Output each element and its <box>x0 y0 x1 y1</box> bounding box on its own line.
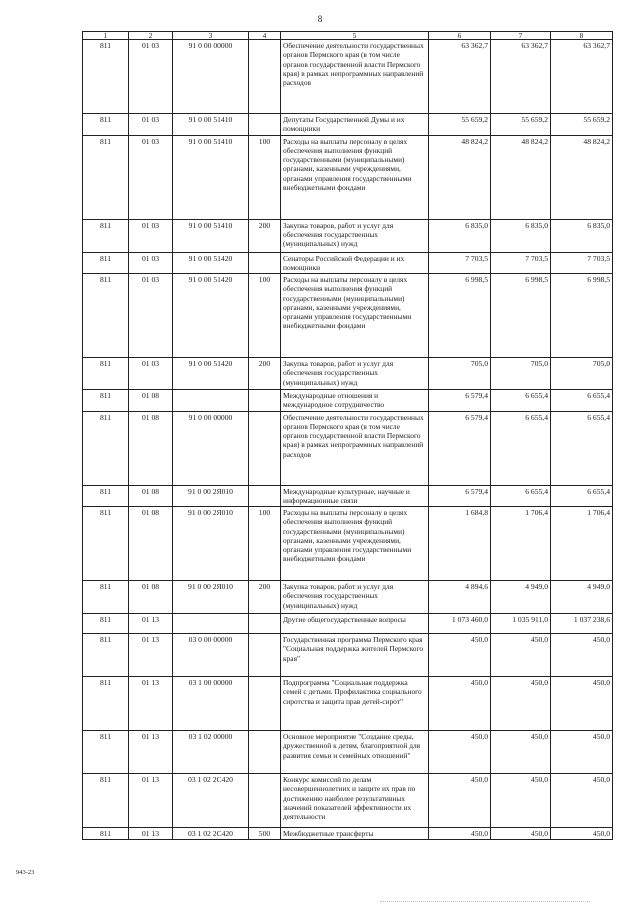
row-value-2026-cell: 4 949,0 <box>551 581 613 614</box>
row-type-cell <box>249 485 281 507</box>
table-row <box>83 485 613 507</box>
row-target-cell: 03 1 02 2С420 <box>173 828 249 840</box>
row-value-2024-cell: 6 835,0 <box>429 219 491 252</box>
table-row <box>83 581 613 614</box>
row-section-cell: 01 13 <box>129 828 173 840</box>
row-code-cell: 811 <box>83 114 129 136</box>
row-value-2024-cell: 705,0 <box>429 358 491 390</box>
row-value-2025-cell: 63 362,7 <box>491 40 551 114</box>
scan-artifact-line <box>380 901 590 903</box>
table-row <box>83 114 613 136</box>
row-value-2026-cell: 450,0 <box>551 828 613 840</box>
row-code-cell: 811 <box>83 274 129 358</box>
row-value-2024-cell: 7 703,5 <box>429 252 491 274</box>
row-code-cell: 811 <box>83 614 129 634</box>
row-code-cell: 811 <box>83 507 129 581</box>
row-value-2025-cell: 450,0 <box>491 677 551 731</box>
footer-code: 943-23 <box>16 869 35 876</box>
row-value-2024-cell: 48 824,2 <box>429 135 491 219</box>
row-value-2026-cell: 705,0 <box>551 358 613 390</box>
row-section-cell: 01 08 <box>129 507 173 581</box>
table-row <box>83 274 613 358</box>
row-target-cell: 91 0 00 51410 <box>173 219 249 252</box>
row-name-cell: Расходы на выплаты персоналу в целях обеспечения выполнения функций государственными (муниципальными) органами, казенными учреждениями, органами управления государственными внебюджетными фондами <box>281 274 429 358</box>
row-type-cell <box>249 114 281 136</box>
row-value-2026-cell: 1 706,4 <box>551 507 613 581</box>
table-row <box>83 358 613 390</box>
row-name-cell: Закупка товаров, работ и услуг для обеспечения государственных (муниципальных) нужд <box>281 358 429 390</box>
row-target-cell: 91 0 00 51420 <box>173 358 249 390</box>
row-name-cell: Расходы на выплаты персоналу в целях обеспечения выполнения функций государственными (муниципальными) органами, казенными учреждениями, органами управления государственными внебюджетными фондами <box>281 135 429 219</box>
row-code-cell: 811 <box>83 731 129 774</box>
row-section-cell: 01 03 <box>129 135 173 219</box>
row-name-cell: Государственная программа Пермского края "Социальная поддержка жителей Пермского края" <box>281 634 429 677</box>
row-type-cell: 200 <box>249 581 281 614</box>
row-value-2026-cell: 450,0 <box>551 774 613 828</box>
row-section-cell: 01 03 <box>129 219 173 252</box>
row-value-2026-cell: 450,0 <box>551 677 613 731</box>
page-number: 8 <box>317 14 323 24</box>
row-value-2025-cell: 55 659,2 <box>491 114 551 136</box>
row-type-cell <box>249 411 281 485</box>
row-value-2024-cell: 450,0 <box>429 634 491 677</box>
row-type-cell <box>249 40 281 114</box>
row-target-cell: 03 1 02 2С420 <box>173 774 249 828</box>
row-value-2026-cell: 48 824,2 <box>551 135 613 219</box>
row-name-cell: Расходы на выплаты персоналу в целях обеспечения выполнения функций государственными (муниципальными) органами, казенными учреждениями, органами управления государственными внебюджетными фондами <box>281 507 429 581</box>
header-cell: 3 <box>173 32 249 40</box>
table-row <box>83 731 613 774</box>
row-value-2024-cell: 450,0 <box>429 731 491 774</box>
row-value-2024-cell: 6 998,5 <box>429 274 491 358</box>
table-row <box>83 614 613 634</box>
row-target-cell <box>173 614 249 634</box>
row-section-cell: 01 13 <box>129 774 173 828</box>
row-value-2026-cell: 1 037 238,6 <box>551 614 613 634</box>
row-value-2024-cell: 6 579,4 <box>429 411 491 485</box>
row-value-2025-cell: 450,0 <box>491 828 551 840</box>
row-section-cell: 01 13 <box>129 677 173 731</box>
row-value-2024-cell: 450,0 <box>429 677 491 731</box>
row-code-cell: 811 <box>83 677 129 731</box>
table-row <box>83 411 613 485</box>
budget-table <box>82 31 613 840</box>
row-name-cell: Закупка товаров, работ и услуг для обеспечения государственных (муниципальных) нужд <box>281 219 429 252</box>
row-target-cell <box>173 390 249 412</box>
row-target-cell: 91 0 00 2Я010 <box>173 485 249 507</box>
row-target-cell: 03 1 02 00000 <box>173 731 249 774</box>
row-type-cell <box>249 731 281 774</box>
row-name-cell: Подпрограмма "Социальная поддержка семей с детьми. Профилактика социального сиротства и защита прав детей-сирот" <box>281 677 429 731</box>
row-code-cell: 811 <box>83 252 129 274</box>
table-row <box>83 677 613 731</box>
row-value-2026-cell: 6 655,4 <box>551 485 613 507</box>
row-name-cell: Депутаты Государственной Думы и их помощники <box>281 114 429 136</box>
row-value-2024-cell: 6 579,4 <box>429 485 491 507</box>
row-section-cell: 01 08 <box>129 411 173 485</box>
row-type-cell: 500 <box>249 828 281 840</box>
row-type-cell <box>249 614 281 634</box>
row-target-cell: 91 0 00 51420 <box>173 274 249 358</box>
row-target-cell: 03 1 00 00000 <box>173 677 249 731</box>
row-type-cell: 100 <box>249 507 281 581</box>
row-code-cell: 811 <box>83 581 129 614</box>
row-section-cell: 01 08 <box>129 581 173 614</box>
row-code-cell: 811 <box>83 634 129 677</box>
row-target-cell: 91 0 00 51410 <box>173 114 249 136</box>
row-value-2024-cell: 1 684,8 <box>429 507 491 581</box>
row-code-cell: 811 <box>83 774 129 828</box>
row-value-2025-cell: 705,0 <box>491 358 551 390</box>
row-value-2026-cell: 55 659,2 <box>551 114 613 136</box>
row-name-cell: Межбюджетные трансферты <box>281 828 429 840</box>
row-type-cell: 200 <box>249 358 281 390</box>
row-value-2026-cell: 6 835,0 <box>551 219 613 252</box>
row-name-cell: Международные отношения и международное сотрудничество <box>281 390 429 412</box>
row-value-2026-cell: 450,0 <box>551 731 613 774</box>
row-type-cell <box>249 677 281 731</box>
row-value-2024-cell: 55 659,2 <box>429 114 491 136</box>
row-section-cell: 01 03 <box>129 358 173 390</box>
row-code-cell: 811 <box>83 40 129 114</box>
header-cell: 6 <box>429 32 491 40</box>
row-section-cell: 01 03 <box>129 274 173 358</box>
row-code-cell: 811 <box>83 828 129 840</box>
row-name-cell: Основное мероприятие "Создание среды, дружественной к детям, благоприятной для развития семьи и семейных отношений" <box>281 731 429 774</box>
row-section-cell: 01 08 <box>129 485 173 507</box>
row-value-2024-cell: 1 073 460,0 <box>429 614 491 634</box>
table-row <box>83 40 613 114</box>
row-name-cell: Закупка товаров, работ и услуг для обеспечения государственных (муниципальных) нужд <box>281 581 429 614</box>
header-cell: 2 <box>129 32 173 40</box>
row-type-cell <box>249 390 281 412</box>
row-target-cell: 91 0 00 00000 <box>173 40 249 114</box>
header-cell: 8 <box>551 32 613 40</box>
table-row <box>83 774 613 828</box>
table-row <box>83 252 613 274</box>
table-row <box>83 219 613 252</box>
table-row <box>83 828 613 840</box>
row-section-cell: 01 03 <box>129 114 173 136</box>
row-value-2024-cell: 4 894,6 <box>429 581 491 614</box>
row-value-2024-cell: 450,0 <box>429 774 491 828</box>
row-name-cell: Обеспечение деятельности государственных органов Пермского края (в том числе органов государственной власти Пермского края) в рамках непрограммных направлений расходов <box>281 40 429 114</box>
row-section-cell: 01 13 <box>129 731 173 774</box>
row-value-2025-cell: 450,0 <box>491 774 551 828</box>
row-type-cell <box>249 774 281 828</box>
row-section-cell: 01 13 <box>129 634 173 677</box>
row-target-cell: 91 0 00 2Я010 <box>173 507 249 581</box>
row-code-cell: 811 <box>83 135 129 219</box>
row-value-2025-cell: 6 998,5 <box>491 274 551 358</box>
row-name-cell: Другие общегосударственные вопросы <box>281 614 429 634</box>
row-section-cell: 01 08 <box>129 390 173 412</box>
header-cell: 5 <box>281 32 429 40</box>
header-cell: 1 <box>83 32 129 40</box>
row-value-2026-cell: 63 362,7 <box>551 40 613 114</box>
row-code-cell: 811 <box>83 390 129 412</box>
row-name-cell: Международные культурные, научные и информационные связи <box>281 485 429 507</box>
table-row <box>83 507 613 581</box>
row-type-cell: 100 <box>249 274 281 358</box>
row-value-2026-cell: 450,0 <box>551 634 613 677</box>
row-name-cell: Сенаторы Российской Федерации и их помощники <box>281 252 429 274</box>
row-code-cell: 811 <box>83 485 129 507</box>
row-type-cell <box>249 634 281 677</box>
row-target-cell: 03 0 00 00000 <box>173 634 249 677</box>
row-type-cell: 200 <box>249 219 281 252</box>
row-code-cell: 811 <box>83 219 129 252</box>
row-value-2026-cell: 6 655,4 <box>551 390 613 412</box>
row-value-2026-cell: 6 655,4 <box>551 411 613 485</box>
header-row <box>83 32 613 40</box>
row-value-2025-cell: 450,0 <box>491 731 551 774</box>
row-value-2025-cell: 450,0 <box>491 634 551 677</box>
row-name-cell: Конкурс комиссий по делам несовершеннолетних и защите их прав по достижению наиболее результативных значений показателей эффективности их деятельности <box>281 774 429 828</box>
header-cell: 7 <box>491 32 551 40</box>
table-row <box>83 135 613 219</box>
row-section-cell: 01 03 <box>129 40 173 114</box>
row-type-cell <box>249 252 281 274</box>
row-name-cell: Обеспечение деятельности государственных органов Пермского края (в том числе органов государственной власти Пермского края) в рамках непрограммных направлений расходов <box>281 411 429 485</box>
row-value-2026-cell: 6 998,5 <box>551 274 613 358</box>
row-value-2024-cell: 63 362,7 <box>429 40 491 114</box>
row-value-2024-cell: 6 579,4 <box>429 390 491 412</box>
header-cell: 4 <box>249 32 281 40</box>
row-value-2025-cell: 48 824,2 <box>491 135 551 219</box>
row-value-2025-cell: 6 835,0 <box>491 219 551 252</box>
row-value-2025-cell: 6 655,4 <box>491 485 551 507</box>
table-row <box>83 634 613 677</box>
row-code-cell: 811 <box>83 411 129 485</box>
row-value-2024-cell: 450,0 <box>429 828 491 840</box>
row-value-2025-cell: 7 703,5 <box>491 252 551 274</box>
row-type-cell: 100 <box>249 135 281 219</box>
row-target-cell: 91 0 00 51410 <box>173 135 249 219</box>
row-value-2025-cell: 4 949,0 <box>491 581 551 614</box>
table-row <box>83 390 613 412</box>
row-section-cell: 01 13 <box>129 614 173 634</box>
row-value-2025-cell: 1 706,4 <box>491 507 551 581</box>
row-target-cell: 91 0 00 00000 <box>173 411 249 485</box>
row-code-cell: 811 <box>83 358 129 390</box>
row-value-2026-cell: 7 703,5 <box>551 252 613 274</box>
row-value-2025-cell: 6 655,4 <box>491 411 551 485</box>
row-value-2025-cell: 6 655,4 <box>491 390 551 412</box>
row-target-cell: 91 0 00 2Я010 <box>173 581 249 614</box>
row-section-cell: 01 03 <box>129 252 173 274</box>
row-value-2025-cell: 1 035 911,0 <box>491 614 551 634</box>
row-target-cell: 91 0 00 51420 <box>173 252 249 274</box>
